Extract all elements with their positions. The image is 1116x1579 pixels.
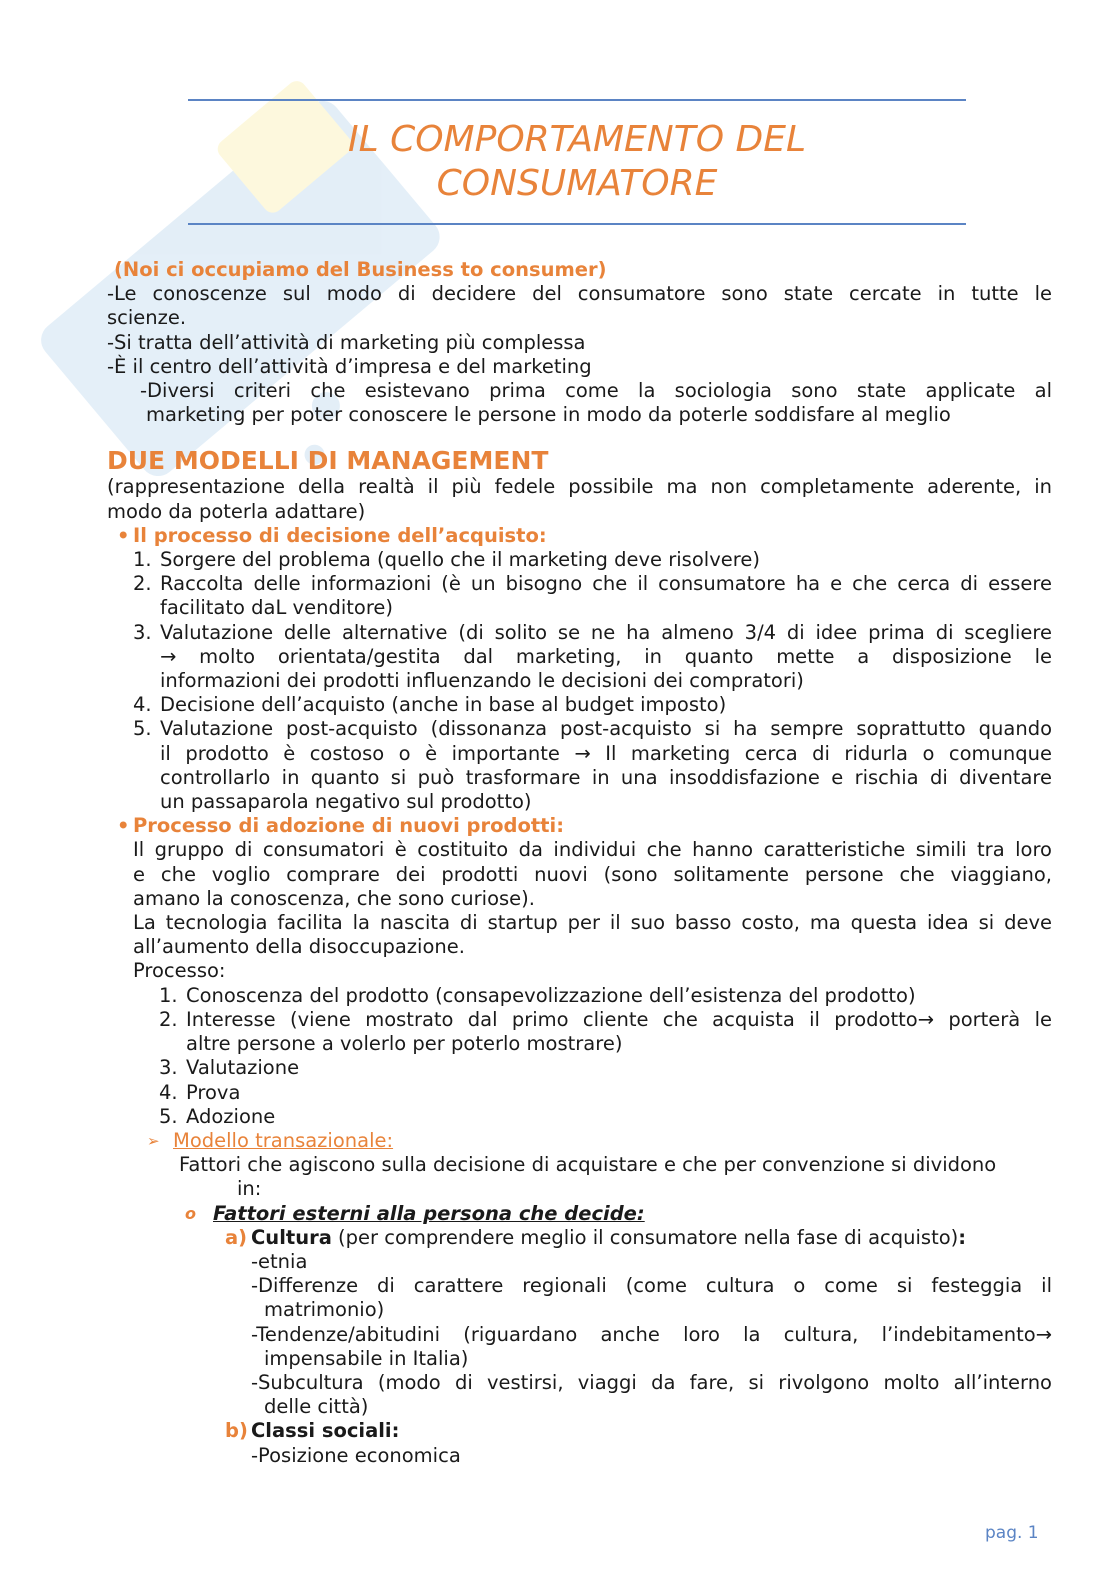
list-item: 1. Conoscenza del prodotto (consapevolizzazione dell’esistenza del prodotto) [159,983,916,1007]
intro-line-2: -Si tratta dell’attività di marketing più complessa [107,330,586,354]
adoption-steps-list [107,984,1052,1129]
bullet-processo-decisione: • Il processo di decisione dell’acquisto: [117,523,547,547]
list-item: 4. Prova [159,1080,241,1104]
list-item: 2. Interesse (viene mostrato dal primo cliente che acquista il prodotto→ porterà le altre persone a volerlo per poterlo mostrare) [159,1007,1052,1056]
list-item: 1. Sorgere del problema (quello che il marketing deve risolvere) [133,548,760,572]
bullet-processo-adozione: • Processo di adozione di nuovi prodotti: [117,814,564,838]
circle-bullet-icon: o [185,1203,196,1223]
list-item: 5. Adozione [159,1104,276,1128]
list-item: 4. Decisione dell’acquisto (anche in base al budget imposto) [133,693,727,717]
intro-subtitle: (Noi ci occupiamo del Business to consumer) [114,258,607,281]
page-title [188,118,966,206]
decision-steps-list [107,548,1052,814]
intro-paragraph-4: -Diversi criteri che esistevano prima come la sociologia sono state applicate al marketing per poter conoscere le persone in modo da poterle soddisfare al meglio [140,379,1052,427]
arrow-bullet-icon: ➢ [147,1131,160,1150]
title-line-1: IL COMPORTAMENTO DEL [347,119,807,160]
bullet-dot-icon: • [117,523,130,547]
list-item: 5. Valutazione post-acquisto (dissonanza post-acquisto si ha sempre soprattutto quando il prodotto è costoso o è importante → Il marketing cerca di ridurla o comunque controllarlo in quanto si può trasformare in una insoddisfazione e rischia di diventare un passaparola negativo sul prodotto) [133,717,1052,814]
intro-line-3: -È il centro dell’attività d’impresa e del marketing [107,354,592,378]
list-item: 3. Valutazione delle alternative (di solito se ne ha almeno 3/4 di idee prima di scegliere → molto orientata/gestita dal marketing, in quanto mette a disposizione le informazioni dei prodotti influenzando le decisioni dei compratori) [133,620,1052,693]
page-number: pag. 1 [985,1523,1039,1543]
intro-paragraph-1: -Le conoscenze sul modo di decidere del consumatore sono state cercate in tutte le scienze. [107,282,1052,330]
classi-sociali-item: b) Classi sociali: [225,1419,400,1443]
fattori-esterni-heading: o Fattori esterni alla persona che decide: [185,1201,645,1225]
cultura-sublist: -etnia -Differenze di carattere regionali (come cultura o come si festeggia il matrimonio) -Tendenze/abitudini (riguardano anche loro la cultura, l’indebitamento→ impensabile in Italia) -Subcultura (modo di vestirsi, viaggi da fare, si rivolgono molto all’interno delle città) [251,1249,1052,1419]
title-rule-top [188,99,966,101]
section-heading: DUE MODELLI DI MANAGEMENT [107,446,549,476]
cultura-item: a) Cultura (per comprendere meglio il consumatore nella fase di acquisto): [225,1225,967,1249]
bullet-dot-icon: • [117,814,130,838]
title-line-2: CONSUMATORE [436,163,718,204]
document-body [107,258,1052,1468]
list-item: 3. Valutazione [159,1056,300,1080]
list-item: 2. Raccolta delle informazioni (è un bisogno che il consumatore ha e che cerca di essere facilitato daL venditore) [133,572,1052,620]
title-rule-bottom [188,223,966,225]
section-description: (rappresentazione della realtà il più fedele possibile ma non completamente aderente, in modo da poterla adattare) [107,475,1052,523]
modello-transazionale-heading: ➢ Modello transazionale: [147,1128,394,1152]
modello-intro: Fattori che agiscono sulla decisione di acquistare e che per convenzione si dividono in: [179,1153,997,1201]
adoption-paragraphs: Il gruppo di consumatori è costituito da individui che hanno caratteristiche simili tra loro e che voglio comprare dei prodotti nuovi (sono solitamente persone che viaggiano, amano la conoscenza, che sono curiose). La tecnologia facilita la nascita di startup per il suo basso costo, ma questa idea si deve all’aumento della disoccupazione. Processo: [133,838,1052,983]
classi-sociali-sublist: -Posizione economica [251,1443,461,1467]
